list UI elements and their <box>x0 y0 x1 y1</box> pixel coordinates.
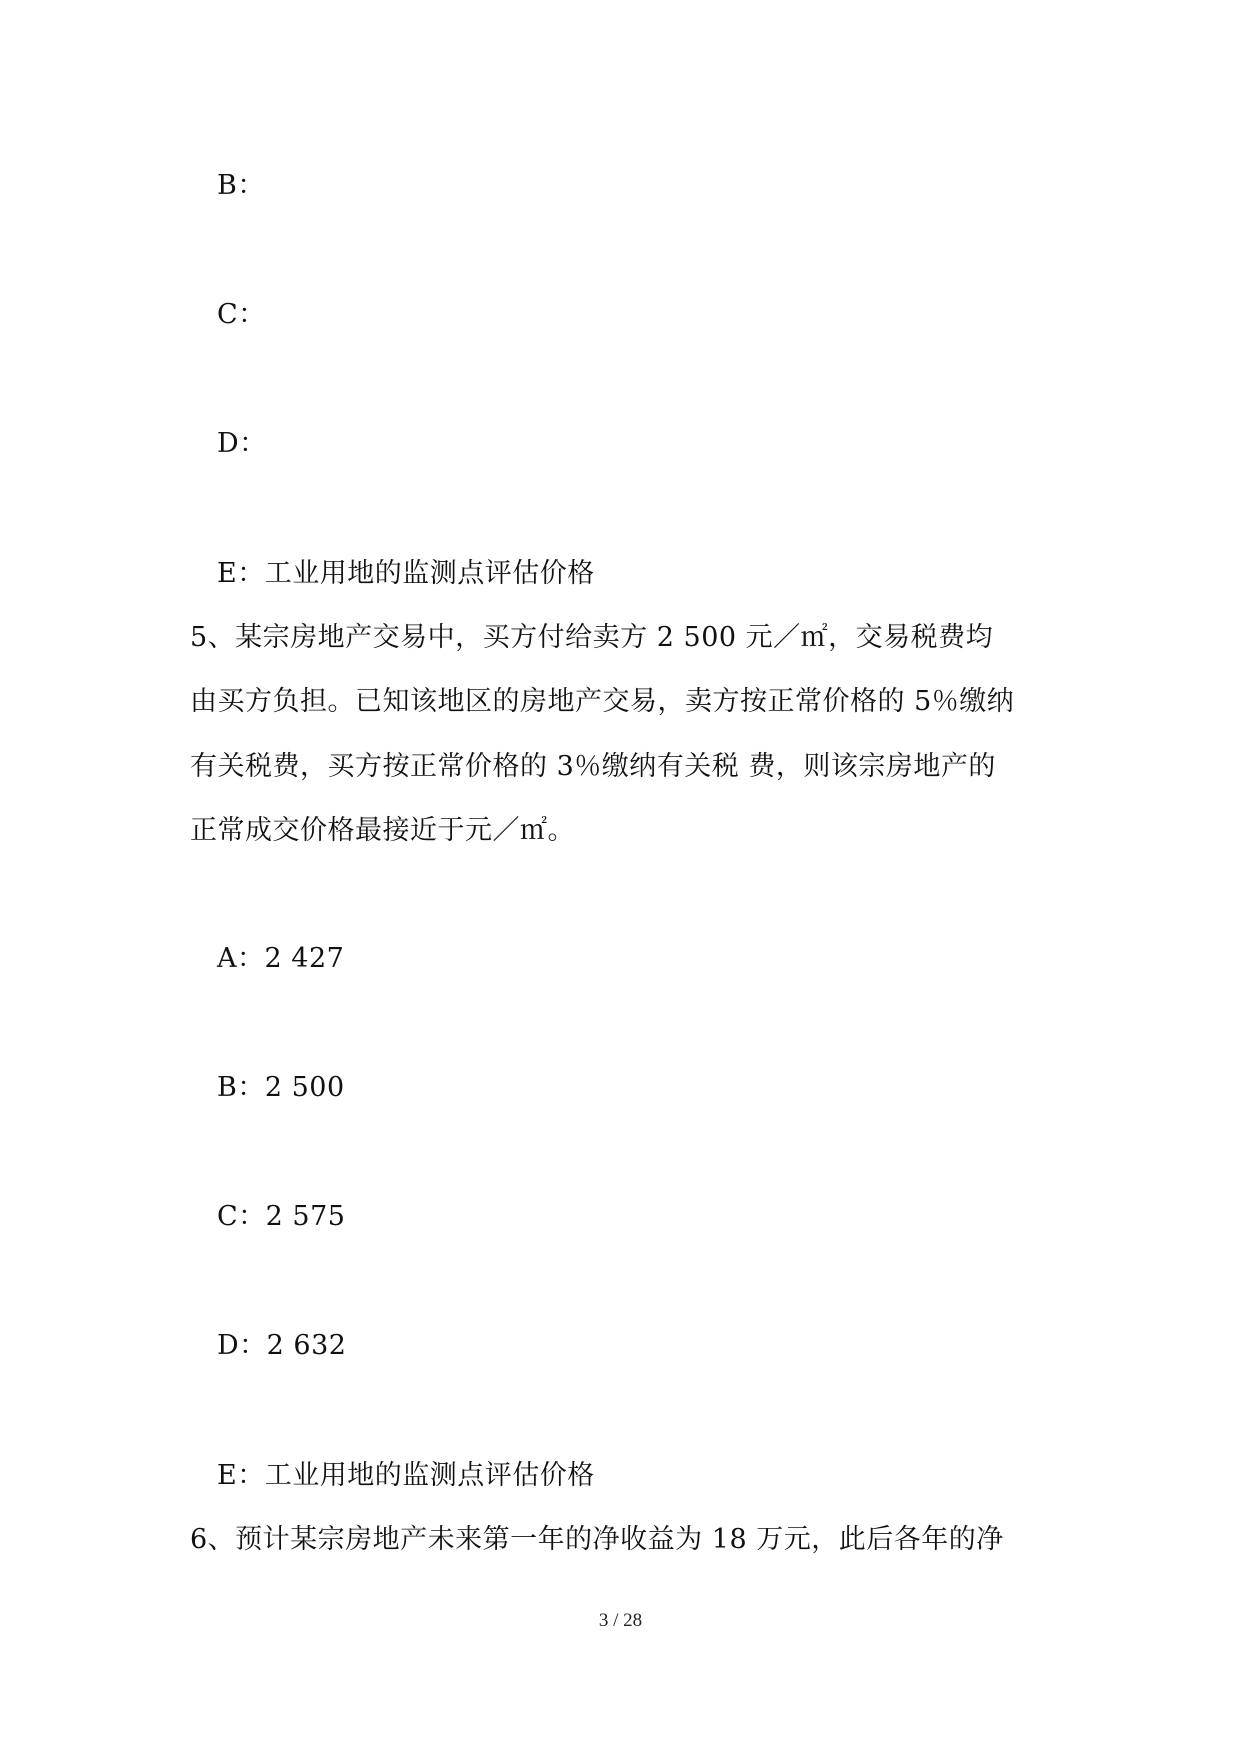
option-label: E： <box>217 1460 265 1491</box>
q5-option-c <box>217 1199 345 1235</box>
q5-stem-line-2: 由买方负担。已知该地区的房地产交易，卖方按正常价格的 5％缴纳 <box>190 686 1015 717</box>
q4-option-c <box>217 297 266 333</box>
option-label: E： <box>217 558 265 589</box>
q4-option-b <box>217 168 265 204</box>
option-label: C： <box>217 1201 266 1232</box>
option-label: B： <box>217 1072 265 1103</box>
q5-option-b <box>217 1070 345 1106</box>
q5-option-e <box>217 1458 595 1494</box>
option-label: D： <box>217 1330 267 1361</box>
q5-stem-line-1: 5、某宗房地产交易中，买方付给卖方 2 500 元／㎡，交易税费均 <box>190 622 994 653</box>
q5-stem-line-4: 正常成交价格最接近于元／㎡。 <box>190 815 575 846</box>
option-text: 2 427 <box>264 943 345 974</box>
q4-option-d <box>217 426 267 462</box>
option-text: 工业用地的监测点评估价格 <box>264 1460 595 1491</box>
option-text: 工业用地的监测点评估价格 <box>264 558 595 589</box>
page-number: 3 / 28 <box>598 1610 643 1631</box>
option-text: 2 632 <box>266 1330 347 1361</box>
q4-option-e <box>217 556 595 592</box>
q5-option-d <box>217 1328 346 1364</box>
option-label: B： <box>217 170 265 201</box>
q5-option-a <box>217 941 344 977</box>
q5-stem-line-3: 有关税费，买方按正常价格的 3％缴纳有关税 费，则该宗房地产的 <box>190 751 996 782</box>
q6-stem-line-1: 6、预计某宗房地产未来第一年的净收益为 18 万元，此后各年的净 <box>190 1524 1004 1555</box>
option-label: D： <box>217 428 267 459</box>
option-label: A： <box>217 943 265 974</box>
option-label: C： <box>217 299 266 330</box>
option-text: 2 500 <box>264 1072 345 1103</box>
option-text: 2 575 <box>265 1201 346 1232</box>
